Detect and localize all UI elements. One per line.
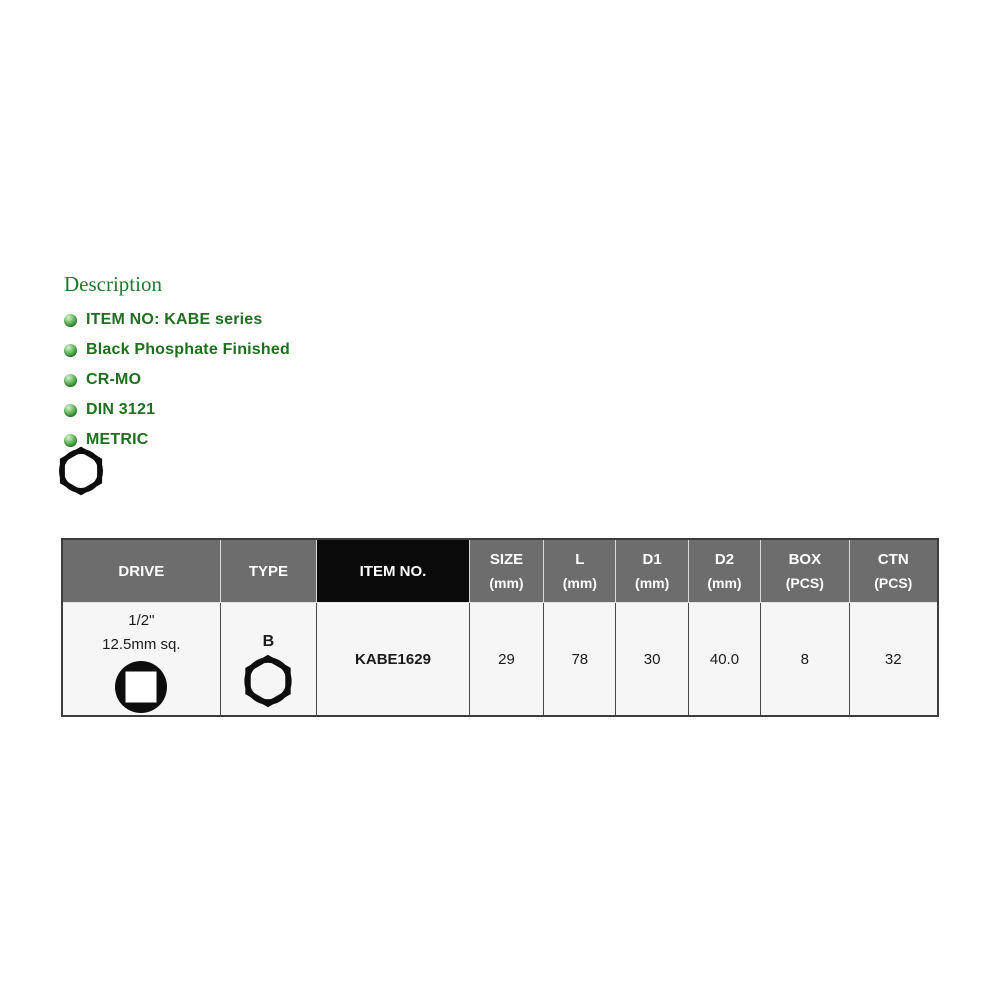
green-sphere-bullet-icon (64, 314, 77, 327)
col-header-label: DRIVE (118, 562, 165, 580)
cell-type (220, 603, 316, 715)
list-item (64, 335, 290, 365)
col-header-unit: (PCS) (874, 575, 913, 591)
col-header-label: SIZE (489, 551, 524, 568)
cell-d1-mm: 30 (615, 603, 687, 715)
table-row (63, 603, 937, 715)
col-header-box (760, 540, 848, 603)
col-header-label: D2 (714, 551, 735, 568)
col-header-unit: (mm) (489, 575, 524, 591)
col-header-item-no (316, 540, 469, 603)
cell-d2-mm: 40.0 (688, 603, 760, 715)
green-sphere-bullet-icon (64, 344, 77, 357)
green-sphere-bullet-icon (64, 404, 77, 417)
col-header-size (469, 540, 543, 603)
list-item-label: Black Phosphate Finished (86, 341, 290, 358)
type-label: B (262, 633, 275, 650)
list-item-label: CR-MO (86, 371, 142, 388)
list-item (64, 395, 290, 425)
col-header-unit: (PCS) (785, 575, 824, 591)
drive-size-metric-label: 12.5mm sq. (102, 636, 181, 653)
col-header-ctn (849, 540, 937, 603)
col-header-label: BOX (788, 551, 822, 568)
list-item-label: METRIC (86, 431, 149, 448)
spec-table (61, 538, 939, 717)
drive-size-label: 1/2" (128, 612, 155, 629)
cell-l-mm: 78 (543, 603, 615, 715)
col-header-d2 (688, 540, 760, 603)
spec-table-header (63, 540, 937, 603)
cell-drive (63, 603, 220, 715)
green-sphere-bullet-icon (64, 374, 77, 387)
col-header-l (543, 540, 615, 603)
col-header-label: L (575, 551, 585, 568)
list-item (64, 305, 290, 335)
hex-socket-profile-icon (54, 444, 108, 498)
col-header-unit: (mm) (635, 575, 670, 591)
square-drive-socket-icon (114, 660, 168, 714)
col-header-label: D1 (642, 551, 662, 568)
col-header-unit: (mm) (707, 575, 742, 591)
col-header-drive (63, 540, 220, 603)
col-header-label: CTN (877, 551, 909, 568)
cell-item-no: KABE1629 (316, 603, 469, 715)
list-item-label: DIN 3121 (86, 401, 156, 418)
list-item-label: ITEM NO: KABE series (86, 311, 263, 328)
col-header-label: TYPE (248, 562, 289, 580)
col-header-unit: (mm) (562, 575, 597, 591)
cell-ctn-pcs: 32 (849, 603, 937, 715)
cell-size-mm: 29 (469, 603, 543, 715)
description-section (64, 272, 290, 455)
description-list (64, 305, 290, 455)
description-heading: Description (64, 272, 162, 296)
hex-socket-profile-icon (239, 652, 297, 710)
col-header-label: ITEM NO. (359, 562, 427, 580)
col-header-type (220, 540, 316, 603)
col-header-d1 (615, 540, 687, 603)
cell-box-pcs: 8 (760, 603, 848, 715)
list-item (64, 365, 290, 395)
